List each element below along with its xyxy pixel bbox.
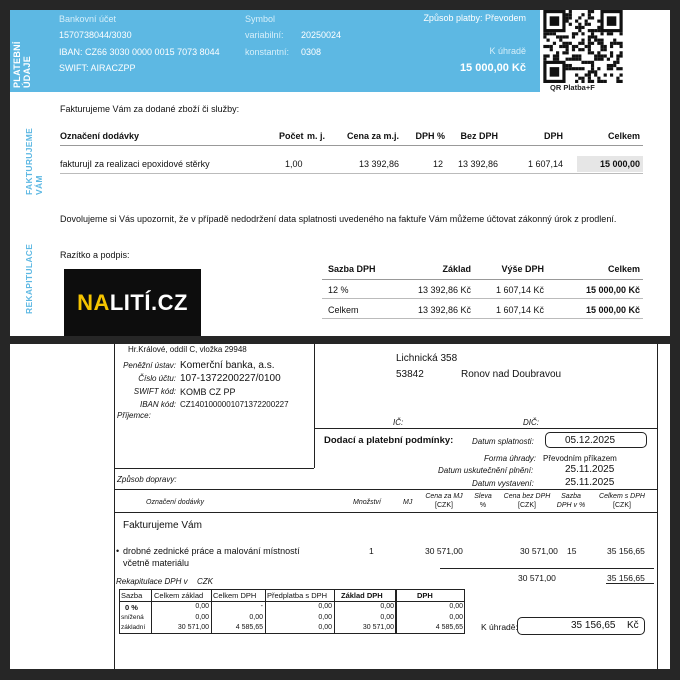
address-zip: 53842 (396, 369, 424, 380)
sum-line (440, 568, 654, 569)
payment-band (10, 10, 540, 92)
item-qty: 1 (369, 546, 374, 556)
col-discount-1: Sleva (474, 493, 492, 500)
row-vat-pct: 12 (432, 159, 443, 169)
ic-divider (314, 428, 657, 429)
col-gross-1: Celkem s DPH (599, 493, 645, 500)
recap-col-rate: Sazba DPH (328, 264, 376, 274)
col-price-2: [CZK] (435, 502, 453, 509)
qr-caption: QR Platba+F (550, 83, 595, 92)
recap-dph-0: 0,00 (449, 603, 463, 610)
recap-zaklad-0: 0,00 (380, 603, 394, 610)
col-net-1: Cena bez DPH (503, 493, 551, 500)
method-label: Forma úhrady: (484, 454, 537, 463)
recap-col-sep-1 (151, 589, 152, 634)
recap-row2-total: 15 000,00 Kč (585, 305, 640, 315)
payment-method: Způsob platby: Převodem (423, 13, 526, 23)
dic-label: DIČ: (523, 418, 539, 427)
col-qty: Počet (279, 131, 304, 141)
col-price-1: Cena za MJ (425, 493, 463, 500)
side-label-recap: REKAPITULACE (24, 243, 34, 314)
transport-divider (114, 468, 314, 469)
col-gross-2: [CZK] (613, 502, 631, 509)
bank-account-label: Bankovní účet (59, 14, 117, 24)
constant-symbol-label: konstantní: (245, 47, 290, 57)
iban-code: CZ1401000001071372200227 (180, 400, 289, 409)
account-number: 107-1372200227/0100 (180, 373, 281, 384)
swift-code: KOMB CZ PP (180, 387, 236, 397)
recap-col-base: Základ (442, 264, 471, 274)
invoice-nalitl (10, 10, 670, 336)
recap-prepay-2: 0,00 (318, 624, 332, 631)
col-vat-pct: DPH % (415, 131, 445, 141)
col-vat: DPH (543, 131, 563, 141)
recap-currency: CZK (197, 577, 213, 586)
recap-h-prepay: Předplatba s DPH (267, 591, 328, 600)
symbol-label: Symbol (245, 14, 276, 24)
due-date: 05.12.2025 (565, 435, 616, 446)
stamp-label: Razítko a podpis: (60, 250, 130, 260)
col-rate-2: DPH v % (556, 502, 586, 509)
swift-label: SWIFT kód: (133, 387, 176, 396)
recap-col-vat: Výše DPH (501, 264, 544, 274)
recap-vat-1: 0,00 (249, 614, 263, 621)
recap-row1-rate: 12 % (328, 285, 349, 295)
recap-h-base: Celkem základ (154, 591, 204, 600)
recap-row2-rate: Celkem (328, 305, 359, 315)
side-label-payment: PLATEBNÍ ÚDAJE (12, 41, 32, 88)
company-logo (64, 269, 201, 336)
registration: Hr.Králové, oddíl C, vložka 29948 (128, 345, 247, 354)
swift: SWIFT: AIRACZPP (59, 63, 136, 73)
recap-row1-total: 15 000,00 Kč (585, 285, 640, 295)
recap-vat-2: 4 585,65 (235, 624, 263, 631)
terms-title: Dodací a platební podmínky: (324, 435, 454, 446)
recap-h-zaklad: Základ DPH (341, 591, 383, 600)
logo-part-2: LITÍ.CZ (109, 289, 188, 315)
middle-frame-line (314, 344, 315, 468)
recipient-label: Příjemce: (117, 411, 151, 420)
row-net: 13 392,86 (457, 159, 498, 169)
recap-row2-vat: 1 607,14 Kč (495, 305, 544, 315)
due-amount: 15 000,00 Kč (459, 62, 526, 74)
row-desc: fakturujI za realizaci epoxidové stěrky (60, 159, 210, 169)
recap-header-divider (322, 279, 643, 280)
account-label: Číslo účtu: (138, 374, 176, 383)
item-rate: 15 (567, 546, 577, 556)
recap-prepay-1: 0,00 (318, 614, 332, 621)
recap-base-0: 0,00 (195, 603, 209, 610)
side-label-invoice: FAKTURUJEME VÁM (24, 127, 44, 195)
item-net: 30 571,00 (520, 546, 558, 556)
pay-label: K úhradě: (481, 622, 518, 632)
bank-name: Komerční banka, a.s. (180, 360, 275, 371)
ic-label: IČ: (393, 418, 404, 427)
col-discount-2: % (479, 502, 487, 509)
right-frame-line (657, 344, 658, 669)
col-net-2: [CZK] (518, 502, 536, 509)
recap-dph-1: 0,00 (449, 614, 463, 621)
recap-base-1: 0,00 (195, 614, 209, 621)
row-unit-price: 13 392,86 (358, 159, 399, 169)
header-divider (60, 145, 643, 146)
taxable-date: 25.11.2025 (565, 464, 615, 475)
recap-bottom-divider (322, 318, 643, 319)
recap-row1-vat: 1 607,14 Kč (495, 285, 544, 295)
issue-label: Datum vystavení: (472, 479, 534, 488)
recap-h-dph: DPH (417, 591, 433, 600)
recap-vat-0: - (260, 603, 263, 610)
sum-net: 30 571,00 (518, 573, 556, 583)
recap-label: Rekapitulace DPH v (116, 577, 188, 586)
col-qty: Množství (353, 499, 382, 506)
recap-dph-2: 4 585,65 (435, 624, 463, 631)
iban-label: IBAN kód: (139, 400, 176, 409)
col-unit: MJ (403, 499, 413, 506)
col-desc: Označení dodávky (146, 499, 204, 506)
col-net: Bez DPH (460, 131, 498, 141)
address-city: Ronov nad Doubravou (461, 369, 562, 380)
recap-rate-2: základní (121, 624, 146, 631)
item-desc-1: drobné zednické práce a malování místností (123, 546, 300, 556)
due-label: Datum splatnosti: (472, 437, 534, 446)
table-top-line (114, 489, 657, 490)
iban: IBAN: CZ66 3030 0000 0015 7073 8044 (59, 47, 220, 57)
payment-method: Převodním příkazem (543, 454, 617, 463)
recap-col-sep-2 (211, 589, 212, 634)
recap-col-total: Celkem (607, 264, 640, 274)
recap-base-2: 30 571,00 (177, 624, 209, 631)
recap-prepay-0: 0,00 (318, 603, 332, 610)
sum-underline (606, 583, 654, 584)
late-payment-notice: Dovolujeme si Vás upozornit, že v případě nedodržení data splatnosti uvedeného na faktuře Vám můžeme účtovat zákonný úrok z prodlení. (60, 214, 617, 224)
bullet-icon: • (116, 546, 120, 556)
row-divider (60, 173, 643, 174)
recap-rate-0: 0 % (125, 603, 138, 612)
bank-label: Peněžní ústav: (123, 361, 176, 370)
bank-account: 1570738044/3030 (59, 30, 132, 40)
recap-zaklad-1: 0,00 (380, 614, 394, 621)
table-header-line (114, 512, 657, 513)
taxable-label: Datum uskutečnění plnění: (438, 466, 534, 475)
constant-symbol: 0308 (301, 47, 322, 57)
row-vat: 1 607,14 (527, 159, 563, 169)
col-unit-price: Cena za m.j. (346, 131, 399, 141)
col-unit: m. j. (307, 131, 326, 141)
sum-gross: 35 156,65 (607, 573, 645, 583)
pay-amount: 35 156,65 (571, 620, 616, 631)
issue-date: 25.11.2025 (565, 477, 615, 488)
variable-symbol: 20250024 (301, 30, 342, 40)
qr-code-icon (543, 10, 623, 83)
col-total: Celkem (607, 131, 640, 141)
due-label: K úhradě (489, 46, 526, 56)
col-rate-1: Sazba (561, 493, 581, 500)
invoice-scan (10, 344, 670, 669)
col-desc: Označení dodávky (60, 131, 140, 141)
variable-symbol-label: variabilní: (245, 30, 284, 40)
recap-h-vat: Celkem DPH (213, 591, 257, 600)
item-price: 30 571,00 (425, 546, 463, 556)
item-gross: 35 156,65 (607, 546, 645, 556)
address-street: Lichnická 358 (396, 353, 458, 364)
logo-part-1: NA (77, 289, 110, 315)
recap-col-sep-3 (265, 589, 266, 634)
row-qty: 1,00 (285, 159, 303, 169)
transport-label: Způsob dopravy: (117, 475, 177, 484)
recap-row1-base: 13 392,86 Kč (417, 285, 471, 295)
recap-row2-base: 13 392,86 Kč (417, 305, 471, 315)
left-frame-line (114, 344, 115, 669)
recap-row-divider (322, 298, 643, 299)
row-total: 15 000,00 (599, 159, 640, 169)
recap-h-rate: Sazba (121, 591, 143, 600)
item-desc-2: včetně materiálu (123, 558, 190, 568)
intro-text: Fakturujeme Vám za dodané zboží či služby: (60, 104, 240, 114)
recap-zaklad-2: 30 571,00 (362, 624, 394, 631)
recap-rate-1: snížená (121, 614, 144, 621)
pay-currency: Kč (627, 620, 639, 631)
invoice-title: Fakturujeme Vám (123, 520, 202, 531)
